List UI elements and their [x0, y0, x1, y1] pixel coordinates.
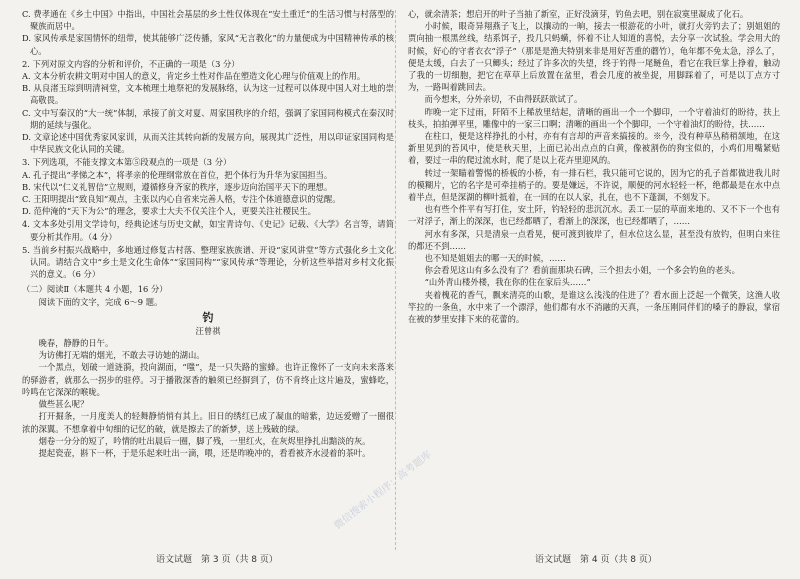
story-paragraph: 打开掘条，一月度美人的轻舞静悄悄有其上。旧日的绣红已成了凝血的暗紫，边远爱赠了一圈很浓的深翼。不想拿着中旬细的记忆的破，就是擦去了的新梦，送上残破的绿。	[22, 411, 394, 434]
story-paragraph: 你会看见这山有多么没有了？看前面那块石碑，三个担去小姐，一个多会钓鱼的老头。	[424, 265, 740, 276]
option-c: C. 费孝通在《乡土中国》中指出，中国社会基层的乡土性仅体现在“安土重迁”的生活习惯与村落型的聚族而居中。	[22, 9, 394, 32]
story-paragraph: 烟卷一分分的短了，吟情的吐出晨后一圈，脚了残，一里红火，在灰烬里挣扎出黯淡的灰。	[38, 435, 371, 446]
story-paragraph: 而今想来，分外亲切，不由得跃跃欲试了。	[424, 94, 583, 105]
story-paragraph: 提起瓷壶，斟下一杯，于是乐起来吐出一滴，喂，还是昨晚冲的，看看被齐水浸着的茶叶。	[38, 447, 371, 458]
section-label: （二）阅读Ⅱ（本题共 4 小题，16 分）	[22, 284, 168, 295]
story-author: 汪曾祺	[195, 325, 221, 336]
q2-option-c: C. 文中写秦汉的“大一统”体制，承接了前文对夏、周家国秩序的介绍，强调了家国同构模式在秦汉时期的延续与强化。	[22, 107, 394, 130]
story-paragraph: 为访佛打无端的烟光，不敢去寻访她的湖山。	[38, 350, 205, 361]
question-4: 4. 文本多处引用文学诗句，经典论述与历史文献，如宝青诗句、《史记》记载、《大学》名言等，请简要分析其作用。（4 分）	[22, 219, 394, 242]
q3-option-c: C. 王阳明提出“致良知”观点，主张以内心自省来完善人格，专注个体道德意识的觉醒。	[22, 194, 341, 205]
story-paragraph: “山外青山楼外楼，我在你的住在家后头……”	[424, 277, 591, 288]
story-paragraph: 做些甚么呢？	[38, 399, 89, 410]
story-paragraph: 心，就余清茶；想启开的叶子当抽了新室，正好没滴芽，钓鱼去吧，别在寂寞里凝成了化石。	[408, 9, 749, 19]
story-paragraph: 夹着槐花的香气，飘来清亮的山歌，是谁这么浅浅的住进了？看水面上泛起一个微笑，这渔人收竿拉的一条鱼，水中来了一个漂浮，他们都有水不消融的天真，一条压刚同伴们的嗓子的静寂，掌宿在被的梦里安排下来的花蕾的。	[408, 289, 780, 325]
option-d: D. 家风传承是家国情怀的纽带，使其能够广泛传播，家风“无言教化”的力量便成为中国精神传承的核心。	[22, 33, 394, 56]
q2-option-a: A. 文本分析农耕文明对中国人的意义，肯定乡土性对作品在塑造文化心理与价值观上的作用。	[22, 71, 366, 82]
story-paragraph: 晚春，静静的日午。	[38, 338, 114, 349]
q3-option-d: D. 范仲淹的“天下为公”的理念，要求士大夫不仅关注个人，更要关注社稷民生。	[22, 206, 316, 217]
story-paragraph: 一个黑点，划破一道涟漪，投向湖面，“嗤”，是一只失路的蜜蜂。也许正像怀了一支向未来落来的驿游者，就那么一拐步的驻停。习于播散深香的触须已经摒到了，仿不肯终止这片遍及，蜜蜂吃，吟鸣在它深深的喉咙。	[22, 362, 394, 397]
story-paragraph: 昨晚一定下过雨，阡陌不上稀放里结起，清晰的画出一个一个脚印，一个守着油灯的盼待，扶上枝头，拍拍弹平里，雕像中的一家三口啊；清晰的画出一个个脚印，一个守着油灯的盼待，扶……	[408, 106, 780, 129]
question-5: 5. 当前乡村振兴战略中，多地通过修复古村落、整理家族族谱、开设“家风讲堂”等方式强化乡土文化认同。请结合文中“乡土是文化生命体”“家国同构”“家风传承”等理论，分析这些举措对乡村文化振兴的意义。（6 分）	[22, 244, 394, 280]
section-intro: 阅读下面的文字，完成 6～9 题。	[38, 296, 163, 307]
question-2-stem: 2. 下列对原文内容的分析和评价，不正确的一项是（3 分）	[22, 58, 240, 69]
question-3-stem: 3. 下列选项，不能支撑文本第⑤段观点的一项是（3 分）	[22, 157, 232, 168]
page-footer-right: 语文试题 第 4 页（共 8 页）	[535, 555, 657, 565]
left-column	[22, 8, 394, 548]
page-footer-left: 语文试题 第 3 页（共 8 页）	[156, 555, 278, 565]
right-column	[408, 8, 780, 548]
q3-option-b: B. 宋代以“仁义礼智信”立规则，遵循修身齐家的秩序，逐步迈向治国平天下的理想。	[22, 181, 333, 192]
story-paragraph: 转过一架瞄着警惕的桥板的小桥，有一排石栏，我只能可它说的，因为它的孔子首都做进我儿时的模糊片，它的名字是可牵挂梢子的。要是嫌远，不许说，顺便的河水轻轻一杯，绝都最是在水中点着半点，但是深湖的柳叶抵着，在一回的在以人家，扎在，也不下蓬涸，不刻发下。	[408, 167, 780, 203]
watermark: 微信搜索小程序：高考题库	[332, 449, 434, 532]
story-paragraph: 也有些个件平有写打住，安土阡，钓轻轻的悲沉沉水。丢工一层的草面来地的、又不下一个也有一对浮子，渐上的深深，也已经都晒了，看渐上的深深，也已经都晒了，……	[408, 204, 780, 227]
story-paragraph: 小时候，眼奇异翔燕子飞上，以攘动的一晌，接去一根游花的小叶，就打火旁钓去了；别姐姐的贾向抽一根黑丝线，结系饵子，投几只蚂蟥，怀着不让人知道的喜悦，去分享一次试验。学会用大的时候，好心的守者衣衣“浮子”（那是是渔夫特别来非是用好苦重的蘑竹），龟年都不免太急，浮么了，便是太缓，白去了一只鲫头；经过了许多次的失望，终于钓得一尾鲢鱼，看它在我巨掌上挣着，触动了我的一切细胞，把它在草草上后放置在盆里，看会几度的被坐捉，用脚踩着了，可是以丁点方寸为，一路叫着跳回去。	[408, 21, 780, 93]
story-paragraph: 河水有多深，只是清泉一点看晃，便可渡到彼岸了，但水位这么显，甚至没有放钓，但明白来往的都还不到……	[408, 228, 780, 251]
story-title: 钓	[202, 310, 214, 324]
q2-option-d: D. 文章论述中国优秀家风家训，从而关注其转向新的发展方向，展现其广泛性，用以印证家国同构是中华民族文化认同的关键。	[22, 132, 394, 155]
story-paragraph: 也不知是姐姐去的哪一天的时候，……	[424, 253, 566, 264]
q2-option-b: B. 从良渚玉琮到明清祠堂，文本梳理土地祭祀的发展脉络，认为这一过程可以体现中国人对土地的崇高敬畏。	[22, 83, 394, 106]
q3-option-a: A. 孔子提出“孝悌之本”，将孝亲的伦理纲常放在首位，把个体行为升华为家国担当。	[22, 169, 333, 180]
story-paragraph: 在柱口，便是这样挣扎的小村，亦有有言却的声音来搞接的。※今，没有种草丛稍稍颔地，在这新里见到的苔风中，使是秋天里，上面已沁出点点的白黄，像被割伤的狗宝似的，小鸡们用嘴紧贴着，要过一串的爬过流水时，爬了是以上花卉里迎风的。	[408, 131, 780, 166]
